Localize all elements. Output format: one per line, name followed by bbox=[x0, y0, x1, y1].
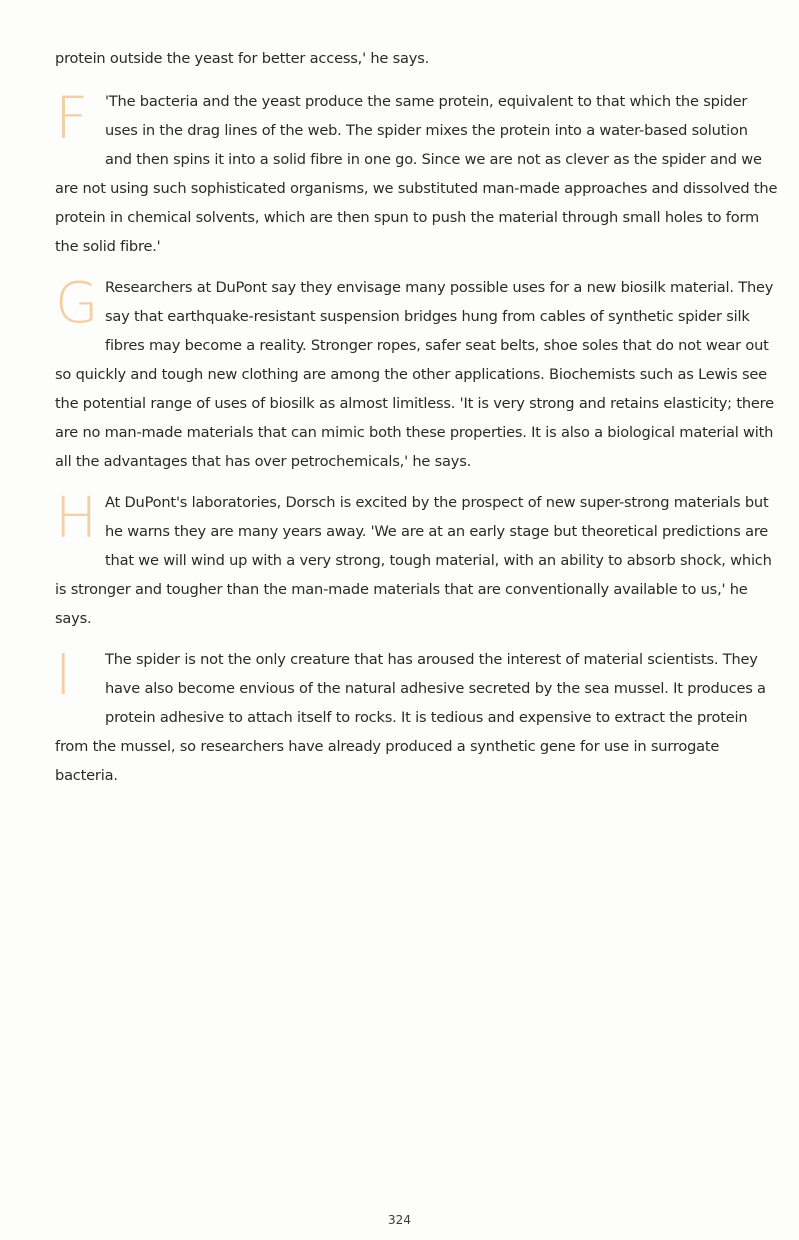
paragraph-i-text: The spider is not the only creature that has aroused the interest of material scientists. They have also become envious of the natural adhesive secreted by the sea mussel. It produces a protein adhesive to attach itself to rocks. It is tedious and expensive to extract the protein from the mussel, so researchers have already produced a synthetic gene for use in surrogate bacteria. bbox=[55, 651, 766, 784]
paragraph-letter-g: G bbox=[55, 271, 99, 336]
paragraph-letter-i: I bbox=[55, 643, 72, 708]
paragraph-f-text: 'The bacteria and the yeast produce the same protein, equivalent to that which the spider uses in the drag lines of the web. The spider mixes the protein into a water-based solution and then spins it into a solid fibre in one go. Since we are not as clever as the spider and we are not using such sophisticated organisms, we substituted man-made approaches and dissolved the protein in chemical solvents, which are then spun to push the material through small holes to form the solid fibre.' bbox=[55, 93, 778, 255]
paragraph-h-text: At DuPont's laboratories, Dorsch is excited by the prospect of new super-strong materials but he warns they are many years away. 'We are at an early stage but theoretical predictions are that we will wind up with a very strong, tough material, with an ability to absorb shock, which is stronger and tougher than the man-made materials that are conventionally available to us,' he says. bbox=[55, 494, 772, 627]
paragraph-letter-f: F bbox=[55, 84, 89, 152]
paragraph-h bbox=[55, 488, 779, 633]
paragraph-letter-h: H bbox=[55, 486, 97, 551]
paragraph-g-text: Researchers at DuPont say they envisage many possible uses for a new biosilk material. They say that earthquake-resistant suspension bridges hung from cables of synthetic spider silk fibres may become a reality. Stronger ropes, safer seat belts, shoe soles that do not wear out so quickly and tough new clothing are among the other applications. Biochemists such as Lewis see the potential range of uses of biosilk as almost limitless. 'It is very strong and retains elasticity; there are no man-made materials that can mimic both these properties. It is also a biological material with all the advantages that has over petrochemicals,' he says. bbox=[55, 279, 774, 470]
continued-text: protein outside the yeast for better access,' he says. bbox=[55, 50, 430, 67]
page-body bbox=[55, 44, 779, 802]
paragraph-i bbox=[55, 645, 779, 790]
paragraph-f bbox=[55, 84, 779, 261]
page-number: 324 bbox=[388, 1213, 411, 1227]
paragraph-g bbox=[55, 273, 779, 476]
